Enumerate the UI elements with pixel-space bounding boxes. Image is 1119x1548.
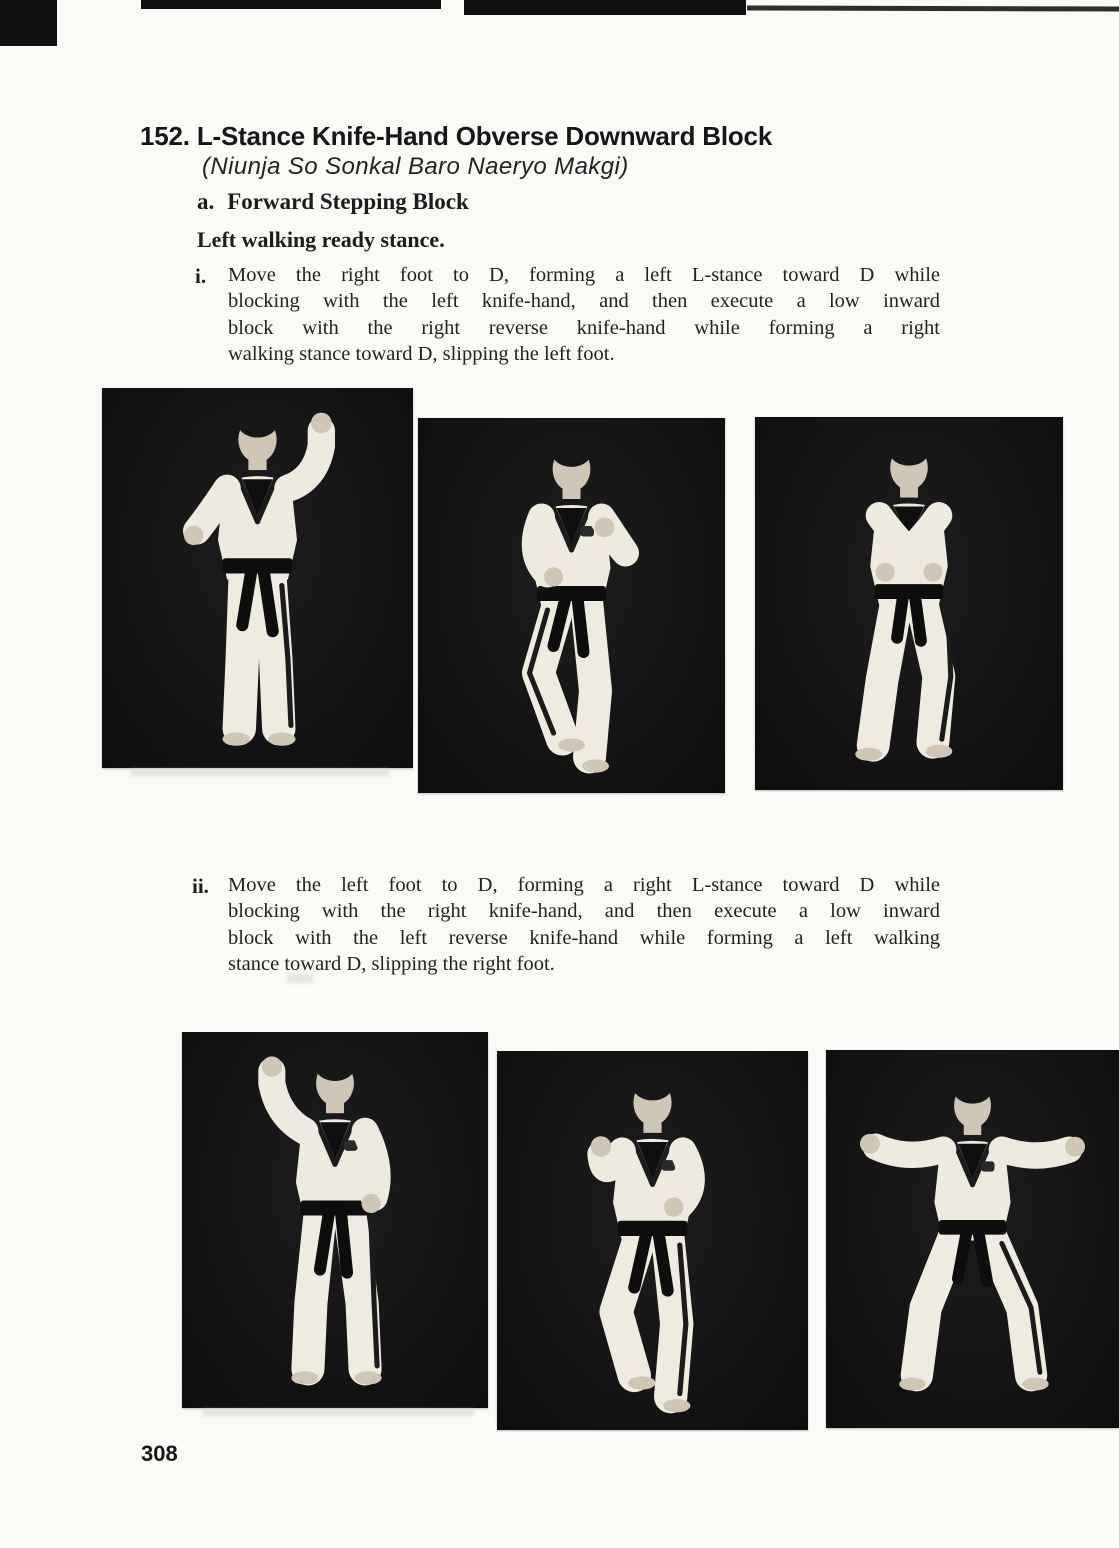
practitioner-figure (102, 388, 413, 768)
scan-artifact-top-left-corner (0, 0, 57, 46)
scan-smudge-under-photo-1 (130, 769, 390, 776)
section-heading (140, 121, 772, 152)
ready-stance-heading: Left walking ready stance. (197, 227, 445, 252)
photo-step-ii-3 (826, 1050, 1119, 1428)
scan-artifact-top-strip-2 (464, 0, 746, 15)
practitioner-figure (182, 1032, 488, 1408)
practitioner-figure (418, 418, 725, 793)
section-number: 152. (140, 121, 190, 151)
subsection-title: Forward Stepping Block (227, 189, 469, 214)
step-i-text (228, 262, 940, 367)
step-ii-line-2: blocking with the right knife-hand, and then execute a low inward (228, 900, 940, 923)
scan-smudge-under-photo-4 (202, 1409, 474, 1416)
step-ii-line-4: stance toward D, slipping the right foot. (228, 952, 555, 975)
step-i-line-3: block with the right reverse knife-hand while forming a right (228, 316, 940, 339)
step-i-marker: i. (195, 264, 207, 288)
practitioner-figure (755, 417, 1063, 790)
photo-step-ii-1 (182, 1032, 488, 1408)
step-ii-line-3: block with the left reverse knife-hand while forming a left walking (228, 926, 940, 949)
step-ii-text (228, 872, 940, 977)
practitioner-figure (826, 1050, 1119, 1428)
step-ii-marker: ii. (192, 874, 209, 898)
section-title: L-Stance Knife-Hand Obverse Downward Block (196, 121, 773, 151)
section-korean-name: (Niunja So Sonkal Baro Naeryo Makgi) (202, 153, 629, 180)
step-i-line-1: Move the right foot to D, forming a left L-stance toward D while (228, 264, 940, 286)
subsection-heading (197, 189, 469, 215)
photo-step-i-2 (418, 418, 725, 793)
photo-step-i-1 (102, 388, 413, 768)
subsection-letter: a. (197, 189, 215, 214)
photo-step-ii-2 (497, 1051, 808, 1430)
step-ii-line-1: Move the left foot to D, forming a right L-stance toward D while (228, 874, 940, 896)
scan-artifact-top-line (747, 6, 1119, 12)
step-i-line-4: walking stance toward D, slipping the left foot. (228, 342, 615, 365)
page-number: 308 (141, 1441, 178, 1466)
scan-artifact-top-strip-1 (141, 0, 441, 9)
practitioner-figure (497, 1051, 808, 1430)
step-i-line-2: blocking with the left knife-hand, and then execute a low inward (228, 290, 940, 313)
photo-step-i-3 (755, 417, 1063, 790)
